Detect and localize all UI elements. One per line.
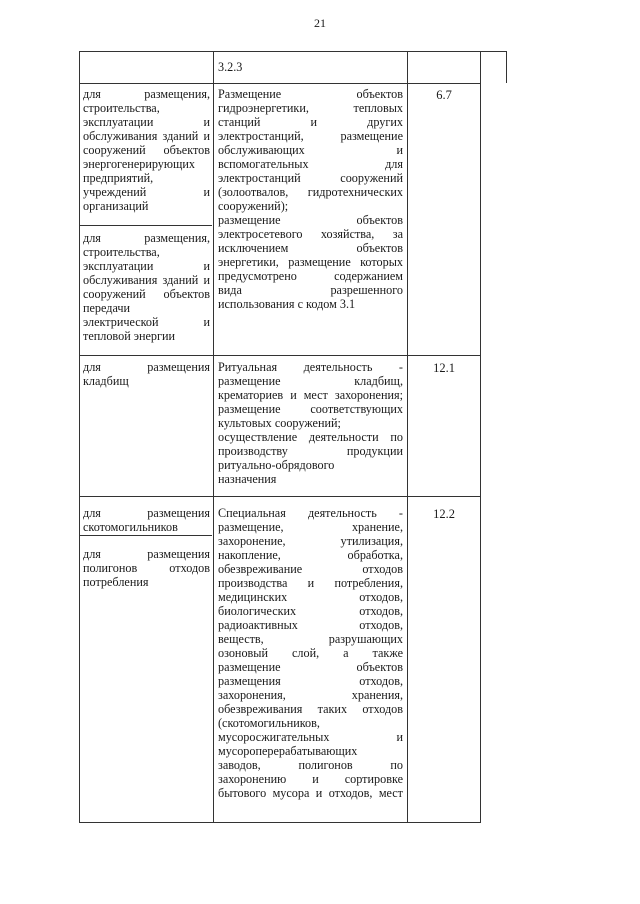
text-line: мусороперерабатывающих (218, 744, 358, 758)
text-line: передачи (83, 301, 131, 315)
row-divider (79, 355, 481, 356)
text-line: (скотомогильников, (218, 716, 320, 730)
page-number: 21 (314, 16, 326, 30)
purpose-cell (83, 87, 210, 213)
text-line: озоновый слой, а также (218, 646, 403, 660)
text-line: ритуально-обрядового (218, 458, 335, 472)
text-line: заводов, полигонов по (218, 758, 403, 772)
purpose-cell (83, 231, 210, 343)
text-line: организаций (83, 199, 149, 213)
text-line: станций и других (218, 115, 403, 129)
text-line: для размещения (83, 360, 210, 374)
text-line: размещение кладбищ, (218, 374, 403, 388)
text-line: обезвреживание отходов (218, 562, 403, 576)
text-line: предприятий, (83, 171, 154, 185)
text-line: исключением объектов (218, 241, 403, 255)
text-line: радиоактивных отходов, (218, 618, 403, 632)
purpose-cell (83, 360, 210, 388)
text-line: мусоросжигательных и (218, 730, 403, 744)
text-line: осуществление деятельности по (218, 430, 403, 444)
text-line: обслуживания зданий и (83, 273, 210, 287)
text-line: размещение объектов (218, 213, 403, 227)
text-line: обслуживающих и (218, 143, 403, 157)
text-line: бытового мусора и отходов, мест (218, 786, 403, 800)
code-cell: 12.1 (433, 361, 455, 375)
code-cell: 6.7 (436, 88, 452, 102)
text-line: накопление, обработка, (218, 548, 403, 562)
text-line: строительства, (83, 101, 160, 115)
text-line: сооружений объектов (83, 143, 210, 157)
text-line: предусмотрено содержанием (218, 269, 403, 283)
text-line: для размещения (83, 547, 210, 561)
text-line: полигонов отходов (83, 561, 210, 575)
description-cell (218, 87, 403, 311)
text-line: медицинских отходов, (218, 590, 403, 604)
text-line: учреждений и (83, 185, 210, 199)
text-line: захоронению и сортировке (218, 772, 403, 786)
text-line: электростанций сооружений (218, 171, 403, 185)
text-line: культовых сооружений; (218, 416, 341, 430)
text-line: потребления (83, 575, 149, 589)
text-line: обезвреживания таких отходов (218, 702, 403, 716)
text-line: для размещения, (83, 87, 210, 101)
text-line: Специальная деятельность - (218, 506, 403, 520)
purpose-subdivider (79, 225, 212, 226)
text-line: захоронения, хранения, (218, 688, 403, 702)
description-cell (218, 360, 403, 486)
text-line: строительства, (83, 245, 160, 259)
text-line: размещения отходов, (218, 674, 403, 688)
text-line: (золоотвалов, гидротехнических (218, 185, 403, 199)
text-line: вспомогательных для (218, 157, 403, 171)
text-line: веществ, разрушающих (218, 632, 403, 646)
column-divider (407, 51, 408, 823)
text-line: размещение объектов (218, 660, 403, 674)
code-cell: 12.2 (433, 507, 455, 521)
text-line: биологических отходов, (218, 604, 403, 618)
purpose-cell (83, 547, 210, 589)
text-line: энергогенерирующих (83, 157, 195, 171)
text-line: эксплуатации и (83, 115, 210, 129)
table-border-right (506, 51, 507, 83)
purpose-subdivider (79, 535, 212, 536)
text-line: кладбищ (83, 374, 129, 388)
text-line: сооружений); (218, 199, 289, 213)
text-line: Ритуальная деятельность - (218, 360, 403, 374)
text-line: производства и потребления, (218, 576, 403, 590)
text-line: для размещения, (83, 231, 210, 245)
text-line: назначения (218, 472, 277, 486)
text-line: электросетевого хозяйства, за (218, 227, 403, 241)
text-line: скотомогильников (83, 520, 178, 534)
description-cell (218, 506, 403, 800)
row-divider (79, 496, 481, 497)
text-line: для размещения (83, 506, 210, 520)
text-line: вида разрешенного (218, 283, 403, 297)
description-cell (218, 60, 403, 74)
text-line: использования с кодом 3.1 (218, 297, 356, 311)
text-line: эксплуатации и (83, 259, 210, 273)
text-line: тепловой энергии (83, 329, 176, 343)
text-line: энергетики, размещение которых (218, 255, 403, 269)
text-line: сооружений объектов (83, 287, 210, 301)
purpose-cell (83, 506, 210, 534)
text-line: размещение, хранение, (218, 520, 403, 534)
text-line: обслуживания зданий и (83, 129, 210, 143)
table-border-top (79, 51, 507, 52)
text-line: размещение соответствующих (218, 402, 403, 416)
table-border-bottom (79, 822, 481, 823)
text-line: Размещение объектов (218, 87, 403, 101)
column-divider (480, 51, 481, 823)
column-divider (213, 51, 214, 823)
table-border-left (79, 51, 80, 823)
text-line: захоронение, утилизация, (218, 534, 403, 548)
text-line: гидроэнергетики, тепловых (218, 101, 403, 115)
text-line: производству продукции (218, 444, 403, 458)
row-divider (79, 83, 481, 84)
text-line: 3.2.3 (218, 60, 243, 74)
text-line: крематориев и мест захоронения; (218, 388, 403, 402)
text-line: электростанций, размещение (218, 129, 403, 143)
text-line: электрической и (83, 315, 210, 329)
